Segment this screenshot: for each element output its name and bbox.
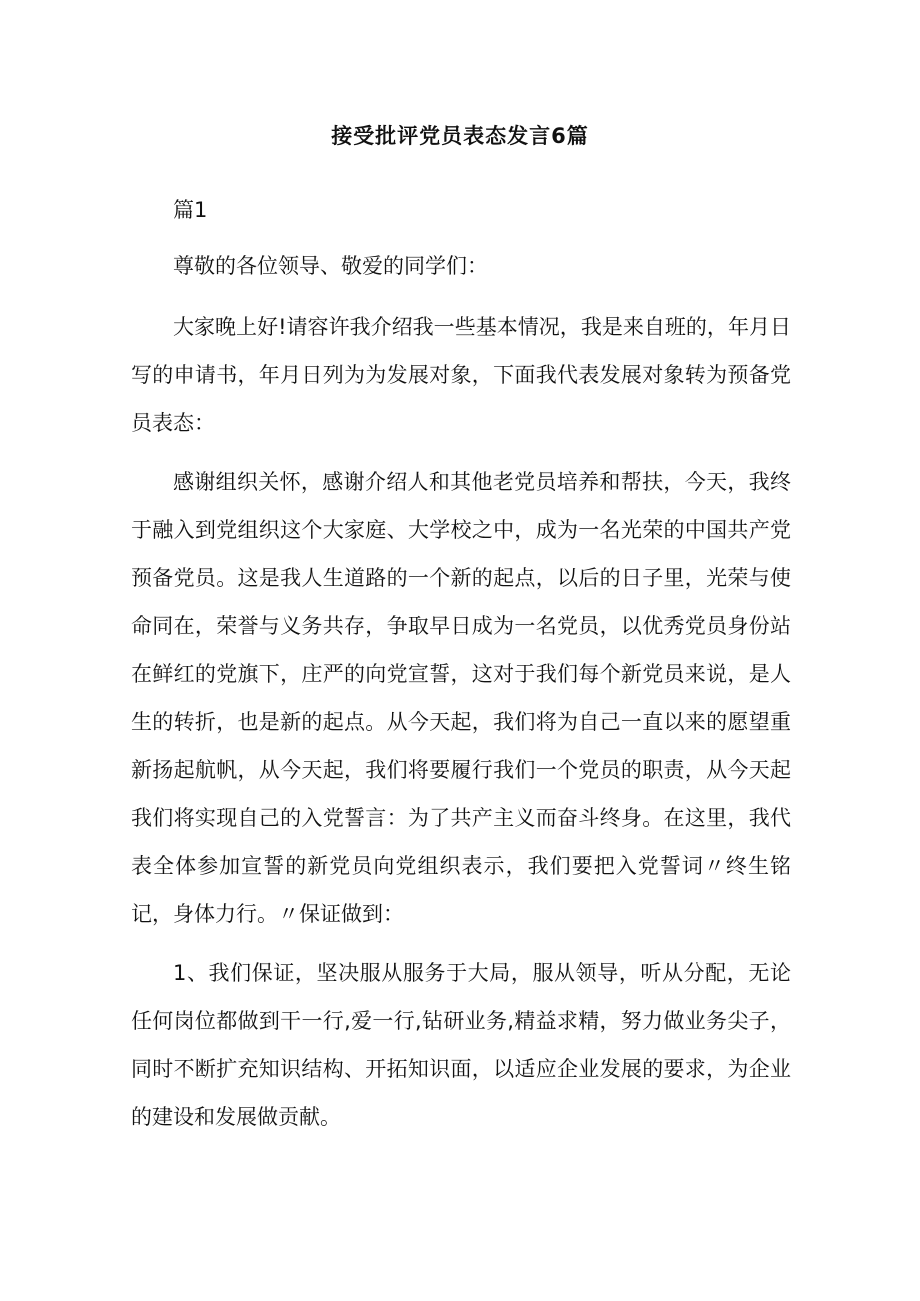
paragraph-guarantee-1: 1、我们保证，坚决服从服务于大局，服从领导，听从分配，无论任何岗位都做到干一行,爱一行,钻研业务,精益求精，努力做业务尖子，同时不断扩充知识结构、开拓知识面，以适应企业发展的要求，为企业的建设和发展做贡献。: [131, 961, 791, 1129]
section-label: 篇1: [173, 198, 208, 222]
greeting-line: 尊敬的各位领导、敬爱的同学们：: [173, 254, 488, 278]
paragraph-thanks-and-pledge: 感谢组织关怀，感谢介绍人和其他老党员培养和帮扶，今天，我终于融入到党组织这个大家庭、大学校之中，成为一名光荣的中国共产党预备党员。这是我人生道路的一个新的起点，以后的日子里，光荣与使命同在，荣誉与义务共存，争取早日成为一名党员，以优秀党员身份站在鲜红的党旗下，庄严的向党宣誓，这对于我们每个新党员来说，是人生的转折，也是新的起点。从今天起，我们将为自己一直以来的愿望重新扬起航帆，从今天起，我们将要履行我们一个党员的职责，从今天起我们将实现自己的入党誓言：为了共产主义而奋斗终身。在这里，我代表全体参加宣誓的新党员向党组织表示，我们要把入党誓词〃终生铭记，身体力行。〃保证做到：: [131, 470, 791, 926]
document-title: 接受批评党员表态发言6篇: [331, 124, 589, 148]
paragraph-introduction: 大家晚上好!请容许我介绍我一些基本情况，我是来自班的，年月日写的申请书，年月日列为为发展对象，下面我代表发展对象转为预备党员表态：: [131, 315, 791, 435]
